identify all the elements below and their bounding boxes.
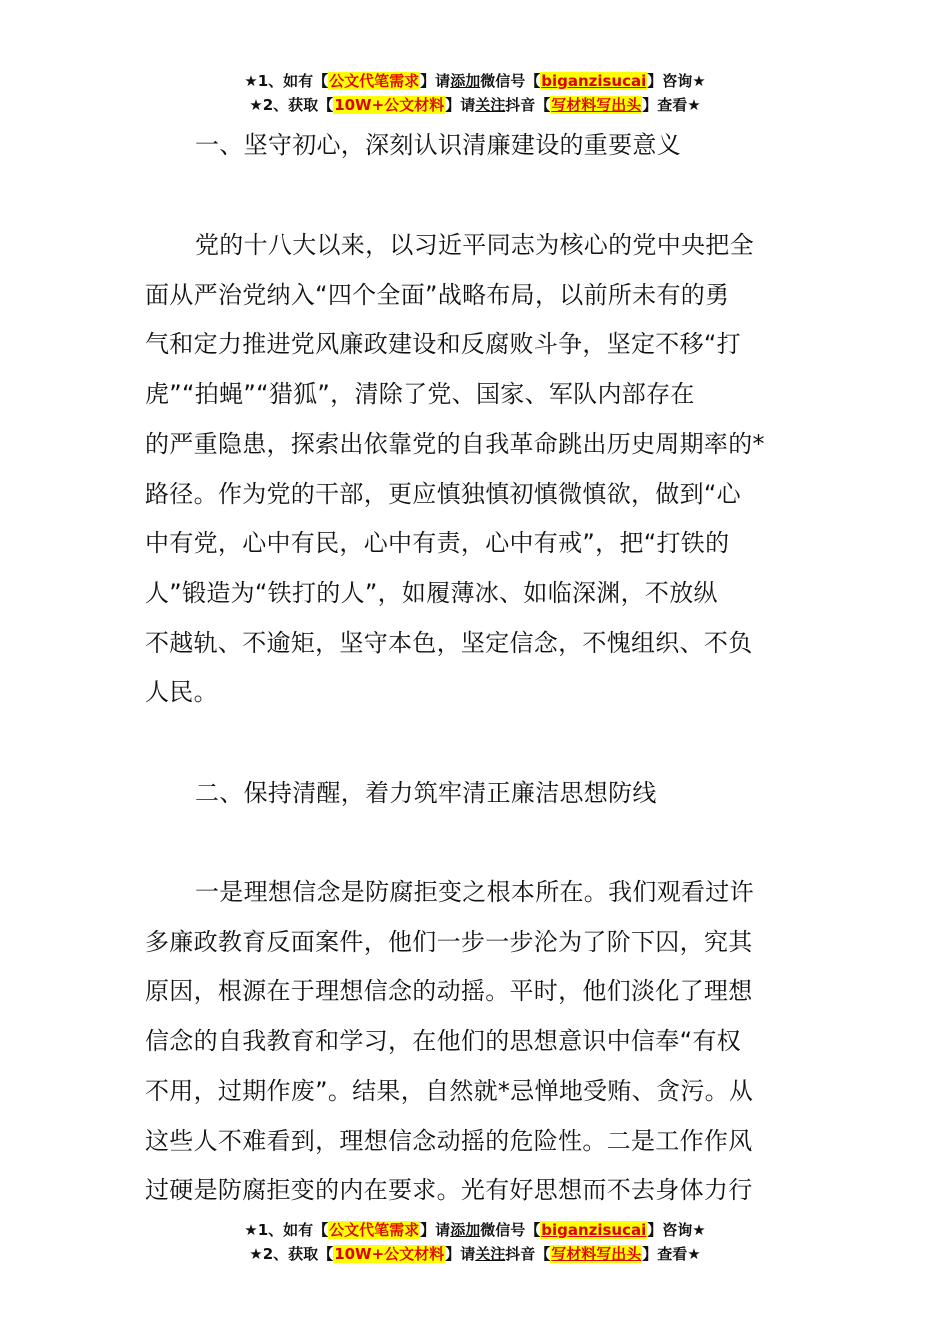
promo-line-2: ★2、获取【10W+公文材料】请关注抖音【写材料写出头】查看★: [249, 1245, 701, 1263]
text-line: 虎”“拍蝇”“猎狐”，清除了党、国家、军队内部存在: [145, 380, 695, 409]
text-line: 不用，过期作废”。结果，自然就*忌惮地受贿、贪污。从: [145, 1076, 754, 1105]
text-line: 过硬是防腐拒变的内在要求。光有好思想而不去身体力行: [145, 1176, 753, 1205]
promo-banner-bottom: [0, 1218, 950, 1266]
text-line: 面从严治党纳入“四个全面”战略布局，以前所未有的勇: [145, 280, 730, 309]
text-line: 多廉政教育反面案件，他们一步一步沦为了阶下囚，究其: [145, 927, 753, 956]
promo-line-1: ★1、如有【公文代笔需求】请添加微信号【biganzisucai】咨询★: [244, 72, 706, 90]
text-line: 这些人不难看到，理想信念动摇的危险性。二是工作作风: [145, 1126, 753, 1155]
text-line: 人民。: [145, 678, 218, 707]
text-line: 信念的自我教育和学习，在他们的思想意识中信奉“有权: [145, 1027, 741, 1056]
text-line: 一是理想信念是防腐拒变之根本所在。我们观看过许: [195, 878, 754, 906]
text-line: 路径。作为党的干部，更应慎独慎初慎微慎欲，做到“心: [145, 479, 741, 508]
text-line: 的严重隐患，探索出依靠党的自我革命跳出历史周期率的*: [145, 429, 765, 458]
text-line: 人”锻造为“铁打的人”，如履薄冰、如临深渊，不放纵: [145, 578, 718, 607]
section-heading-2: 二、保持清醒，着力筑牢清正廉洁思想防线: [195, 779, 657, 807]
text-line: 中有党，心中有民，心中有责，心中有戒”，把“打铁的: [145, 529, 730, 558]
text-line: 原因，根源在于理想信念的动摇。平时，他们淡化了理想: [145, 977, 753, 1006]
section-heading-1: 一、坚守初心，深刻认识清廉建设的重要意义: [195, 131, 681, 159]
promo-line-1: ★1、如有【公文代笔需求】请添加微信号【biganzisucai】咨询★: [244, 1221, 706, 1239]
text-line: 不越轨、不逾矩，坚守本色，坚定信念，不愧组织、不负: [145, 628, 753, 657]
promo-line-2: ★2、获取【10W+公文材料】请关注抖音【写材料写出头】查看★: [249, 96, 701, 114]
promo-banner-top: [0, 69, 950, 117]
text-line: 党的十八大以来，以习近平同志为核心的党中央把全: [195, 231, 754, 259]
text-line: 气和定力推进党风廉政建设和反腐败斗争，坚定不移“打: [145, 330, 741, 359]
